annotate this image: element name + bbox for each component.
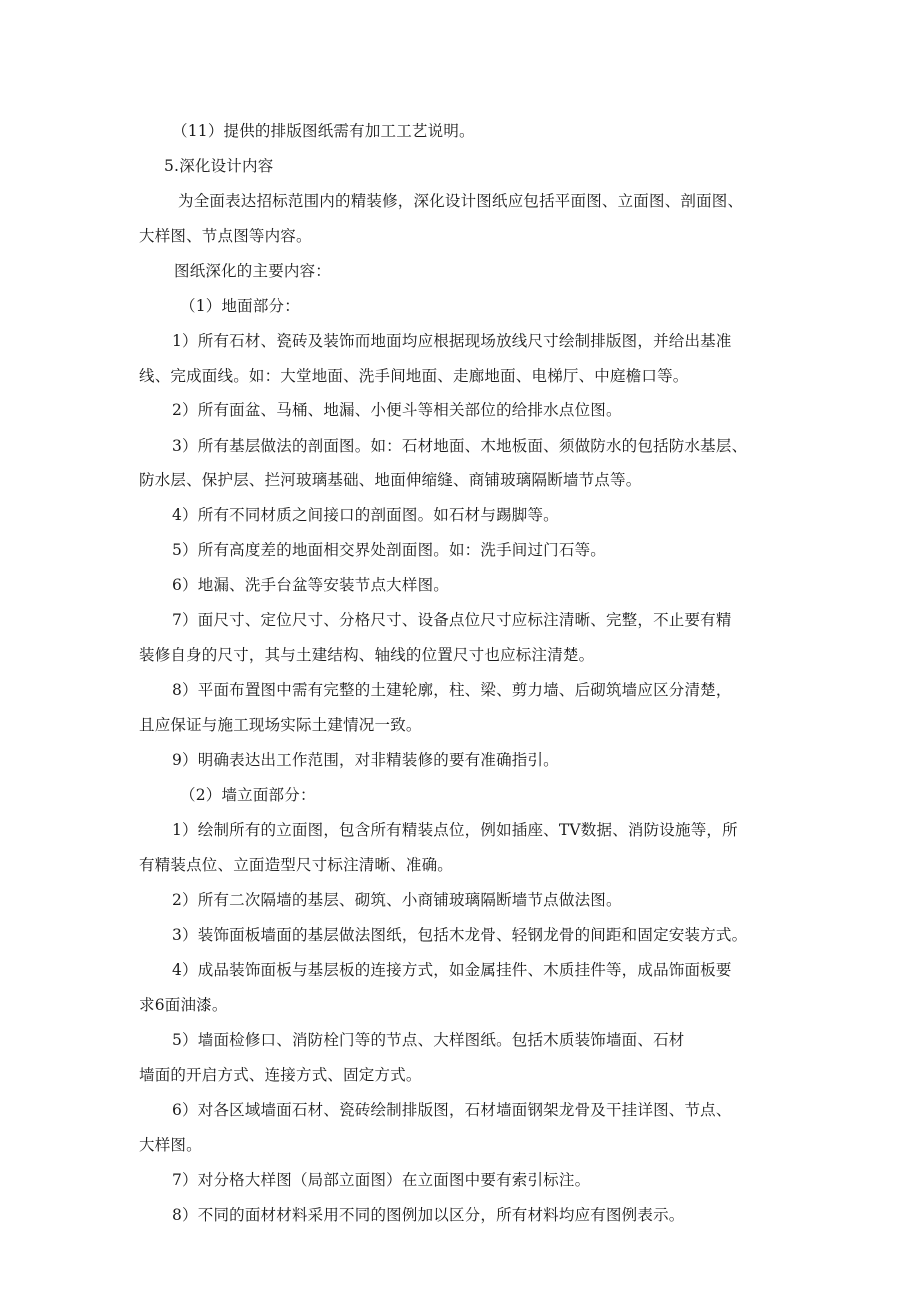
text-line: 防水层、保护层、拦河玻璃基础、地面伸缩缝、商铺玻璃隔断墙节点等。: [139, 471, 642, 489]
text-line: 大样图。: [139, 1136, 202, 1154]
text-line: （11）提供的排版图纸需有加工工艺说明。: [172, 122, 475, 140]
text-line: 7）面尺寸、定位尺寸、分格尺寸、设备点位尺寸应标注清晰、完整，不止要有精: [172, 611, 732, 629]
text-line: 有精装点位、立面造型尺寸标注清晰、准确。: [139, 856, 454, 874]
text-line: 3）所有基层做法的剖面图。如：石材地面、木地板面、须做防水的包括防水基层、: [172, 437, 748, 455]
text-line: 9）明确表达出工作范围，对非精装修的要有准确指引。: [172, 751, 559, 769]
text-line: 1）所有石材、瓷砖及装饰而地面均应根据现场放线尺寸绘制排版图，并给出基准: [172, 332, 732, 350]
text-line: 3）装饰面板墙面的基层做法图纸，包括木龙骨、轻钢龙骨的间距和固定安装方式。: [172, 926, 748, 944]
text-line: 装修自身的尺寸，其与土建结构、轴线的位置尺寸也应标注清楚。: [139, 646, 595, 664]
text-line: 线、完成面线。如：大堂地面、洗手间地面、走廊地面、电梯厅、中庭檐口等。: [139, 367, 689, 385]
text-line: 8）平面布置图中需有完整的土建轮廓，柱、梁、剪力墙、后砌筑墙应区分清楚，: [172, 681, 732, 699]
text-line: 6）对各区域墙面石材、瓷砖绘制排版图，石材墙面钢架龙骨及干挂详图、节点、: [172, 1101, 732, 1119]
text-line: 5）墙面检修口、消防栓门等的节点、大样图纸。包括木质装饰墙面、石材: [172, 1031, 685, 1049]
text-line: 2）所有面盆、马桶、地漏、小便斗等相关部位的给排水点位图。: [172, 401, 622, 419]
text-line: 7）对分格大样图（局部立面图）在立面图中要有索引标注。: [172, 1171, 591, 1189]
text-line: 5）所有高度差的地面相交界处剖面图。如：洗手间过门石等。: [172, 541, 606, 559]
text-line: 图纸深化的主要内容：: [174, 262, 332, 280]
text-line: 且应保证与施工现场实际土建情况一致。: [139, 716, 422, 734]
subsection-heading: （1）地面部分：: [180, 297, 300, 315]
text-line: 6）地漏、洗手台盆等安装节点大样图。: [172, 576, 449, 594]
text-line: 4）成品装饰面板与基层板的连接方式，如金属挂件、木质挂件等，成品饰面板要: [172, 961, 732, 979]
text-line: 8）不同的面材材料采用不同的图例加以区分，所有材料均应有图例表示。: [172, 1206, 685, 1224]
text-line: 求6面油漆。: [139, 996, 228, 1014]
section-heading: 5.深化设计内容: [164, 157, 274, 175]
text-line: 墙面的开启方式、连接方式、固定方式。: [139, 1066, 422, 1084]
text-line: 4）所有不同材质之间接口的剖面图。如石材与踢脚等。: [172, 506, 559, 524]
text-line: 为全面表达招标范围内的精装修，深化设计图纸应包括平面图、立面图、剖面图、: [178, 192, 744, 210]
text-line: 2）所有二次隔墙的基层、砌筑、小商铺玻璃隔断墙节点做法图。: [172, 891, 622, 909]
text-line: 大样图、节点图等内容。: [139, 227, 312, 245]
text-line: 1）绘制所有的立面图，包含所有精装点位，例如插座、TV数据、消防设施等，所: [172, 821, 738, 839]
subsection-heading: （2）墙立面部分：: [180, 786, 316, 804]
